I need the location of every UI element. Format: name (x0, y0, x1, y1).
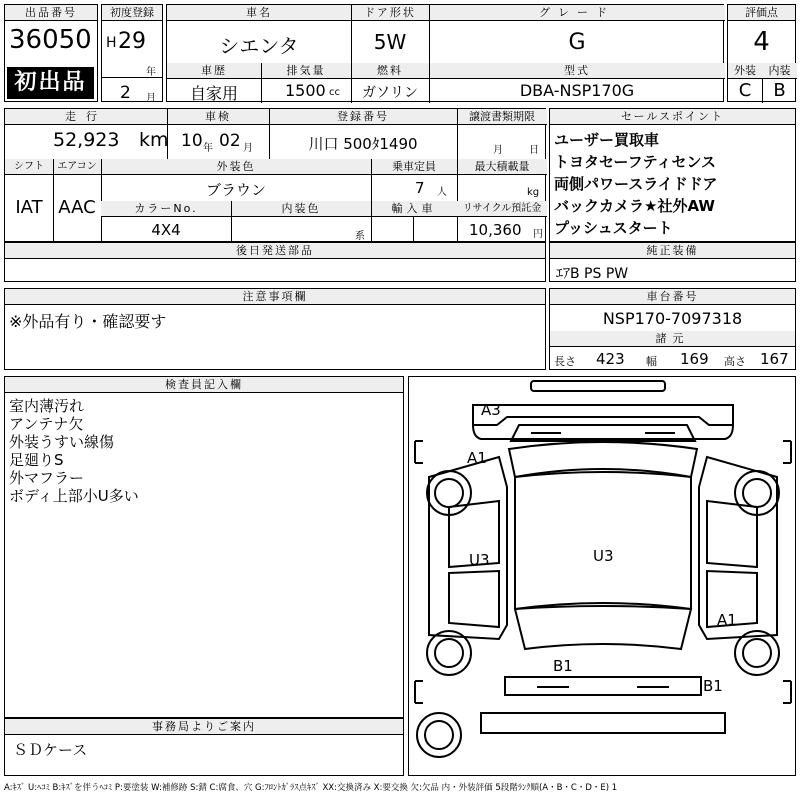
ext-color-value: ブラウン (205, 181, 266, 199)
sales-points-label: セールスポイント (550, 109, 795, 125)
plate-value: 川口 500ﾀ1490 (308, 135, 418, 153)
sales-point-1: ユーザー買取車 (554, 131, 660, 149)
mark-u3-left: U3 (469, 551, 490, 569)
aircon-value: AAC (58, 197, 96, 218)
lot-box (4, 4, 98, 102)
inspector-line-3: 外装うすい線傷 (9, 433, 115, 451)
door-value: 5W (373, 30, 407, 54)
grade-value: G (568, 30, 586, 55)
door-label: ドア形状 (351, 5, 429, 21)
mark-b1-rear: B1 (553, 657, 573, 675)
notes-box (4, 288, 546, 370)
lot-label: 出品番号 (5, 5, 97, 21)
mark-a1-left: A1 (467, 449, 487, 467)
registration-year-unit: 年 (146, 67, 156, 78)
transfer-month-unit: 月 (493, 145, 503, 156)
car-outline-diagram (409, 377, 797, 777)
fuel-value: ガソリン (362, 85, 418, 101)
color-no-label: カラーNo. (101, 201, 231, 217)
displacement-label: 排気量 (261, 63, 351, 79)
registration-month-unit: 月 (146, 93, 156, 104)
sales-points-box (549, 108, 796, 242)
int-color-label: 内装色 (231, 201, 371, 217)
height-label: 高さ (724, 355, 746, 368)
registration-month: 2 (120, 83, 131, 103)
displacement-value: 1500 (285, 81, 326, 100)
color-no-value: 4X4 (151, 221, 181, 239)
notes-label: 注意事項欄 (5, 289, 545, 305)
legend: A:ｷｽﾞ U:ﾍｺﾐ B:ｷｽﾞを伴うﾍｺﾐ P:要塗装 W:補修跡 S:錆 C:腐食、穴 G:ﾌﾛﾝﾄｶﾞﾗｽ点ｷｽﾞ XX:交換済み X:要交換 欠:欠品 内・外装評価 5段階ﾗﾝｸ順(A・B・C・D・E) 1 (4, 783, 618, 793)
rating-value: 4 (753, 27, 770, 57)
car-name-label: 車名 (167, 5, 351, 21)
exterior-label: 外装 (728, 63, 762, 79)
exterior-value: C (738, 80, 752, 101)
ext-color-label: 外装色 (101, 159, 371, 175)
inspector-line-1: 室内薄汚れ (9, 397, 85, 415)
specs-label: 諸元 (550, 331, 795, 347)
sales-point-5: プッシュスタート (554, 219, 673, 237)
vehicle-box (166, 4, 724, 102)
car-name-value: シエンタ (219, 34, 299, 58)
later-parts-box (4, 242, 546, 282)
recycle-value: 10,360 (469, 221, 522, 239)
model-label: 型式 (429, 63, 725, 79)
registration-era: H (106, 35, 117, 51)
registration-box (101, 4, 163, 102)
chassis-box (549, 288, 796, 370)
interior-value: B (773, 80, 786, 101)
inspection-year: 10 (181, 131, 203, 151)
chassis-value: NSP170-7097318 (602, 309, 743, 328)
first-listing-badge: 初出品 (7, 67, 94, 99)
width-value: 169 (680, 350, 709, 368)
history-label: 車歴 (167, 63, 261, 79)
length-label: 長さ (554, 355, 576, 368)
inspector-line-6: ボディ上部小U多い (9, 487, 139, 505)
load-label: 最大積載量 (457, 159, 547, 175)
inspection-month: 02 (219, 131, 241, 151)
registration-year: 29 (118, 29, 146, 54)
equipment-box (549, 242, 796, 282)
transfer-label: 譲渡書類期限 (457, 109, 547, 125)
length-value: 423 (596, 350, 625, 368)
inspector-line-5: 外マフラー (9, 469, 85, 487)
chassis-label: 車台番号 (550, 289, 795, 305)
shift-label: シフト (5, 159, 53, 175)
import-label: 輸入車 (371, 201, 457, 217)
mileage-label: 走行 (5, 109, 167, 125)
mark-b1-right: B1 (703, 677, 723, 695)
mileage-value: 52,923 (53, 129, 120, 151)
sales-point-4: バックカメラ★社外AW (554, 197, 715, 215)
sales-point-2: トヨタセーフティセンス (554, 153, 717, 171)
office-box (4, 718, 404, 776)
height-value: 167 (760, 350, 789, 368)
registration-label: 初度登録 (102, 5, 162, 21)
rating-label: 評価点 (728, 5, 795, 21)
shift-value: IAT (15, 197, 43, 218)
inspector-line-4: 足廻りS (9, 451, 64, 469)
transfer-day-unit: 日 (529, 145, 539, 156)
width-label: 幅 (646, 355, 657, 368)
inspector-line-2: アンテナ欠 (9, 415, 84, 433)
inspector-box (4, 376, 404, 718)
equipment-value: ｴｱB PS PW (556, 266, 629, 282)
capacity-unit: 人 (437, 187, 447, 198)
sales-point-3: 両側パワースライドドア (554, 175, 718, 193)
mark-a3: A3 (481, 401, 501, 419)
rating-box (727, 4, 796, 102)
mileage-unit: km (139, 129, 169, 151)
notes-value: ※外品有り・確認要す (9, 312, 167, 331)
mark-a1-right: A1 (717, 611, 737, 629)
fuel-label: 燃料 (351, 63, 429, 79)
capacity-label: 乗車定員 (371, 159, 457, 175)
displacement-unit: cc (329, 87, 340, 98)
inspection-month-unit: 月 (243, 143, 253, 154)
office-label: 事務局よりご案内 (5, 719, 403, 735)
history-value: 自家用 (189, 84, 238, 103)
grade-label: グレード (429, 5, 725, 21)
model-value: DBA-NSP170G (519, 81, 635, 100)
aircon-label: エアコン (53, 159, 101, 175)
load-unit: kg (527, 187, 540, 198)
later-parts-label: 後日発送部品 (5, 243, 545, 259)
int-color-unit: 系 (355, 231, 365, 242)
capacity-value: 7 (415, 179, 425, 197)
details-box (4, 108, 546, 242)
car-diagram (408, 376, 796, 776)
mark-u3-roof: U3 (593, 547, 614, 565)
equipment-label: 純正装備 (550, 243, 795, 259)
office-value: ＳＤケース (13, 741, 88, 759)
recycle-unit: 円 (533, 229, 543, 240)
inspection-label: 車検 (167, 109, 269, 125)
recycle-label: リサイクル預託金 (457, 201, 547, 217)
plate-label: 登録番号 (269, 109, 457, 125)
interior-label: 内装 (762, 63, 797, 79)
inspector-label: 検査員記入欄 (5, 377, 403, 393)
lot-number: 36050 (9, 25, 92, 55)
inspection-year-unit: 年 (203, 143, 213, 154)
